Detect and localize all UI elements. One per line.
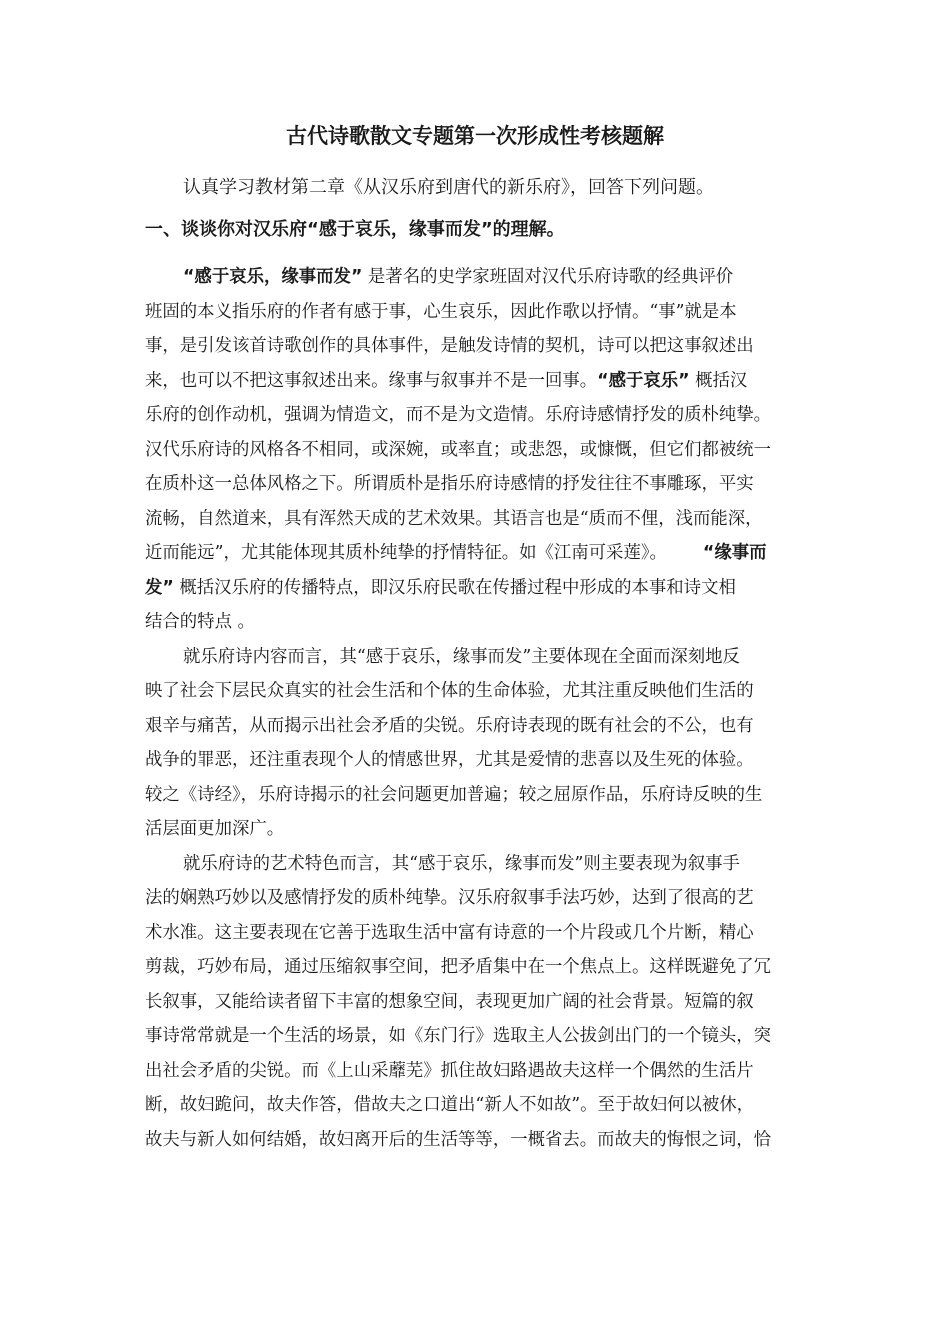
answer-body — [145, 260, 807, 1157]
line-text: 乐府的创作动机，强调为情造文，而不是为文造情。乐府诗感情抒发的质朴纯挚。 — [145, 405, 772, 425]
body-line — [145, 950, 807, 985]
body-line — [145, 364, 807, 399]
line-text: 出社会矛盾的尖锐。而《上山采蘼芜》抓住故妇路遇故夫这样一个偶然的生活片 — [145, 1060, 754, 1081]
line-text: 就乐府诗内容而言，其“感于哀乐，缘事而发”主要体现在全面而深刻地反 — [183, 646, 740, 667]
line-text: 剪裁，巧妙布局，通过压缩叙事空间，把矛盾集中在一个焦点上。这样既避免了冗 — [145, 957, 772, 977]
line-text: 事，是引发该首诗歌创作的具体事件，是触发诗情的契机，诗可以把这事叙述出 — [145, 336, 754, 356]
question-heading: 一、谈谈你对汉乐府“感于哀乐，缘事而发”的理解。 — [145, 219, 565, 240]
line-text: 事诗常常就是一个生活的场景，如《东门行》选取主人公拔剑出门的一个镜头，突 — [145, 1026, 772, 1046]
body-line — [145, 640, 807, 675]
line-text: 长叙事，又能给读者留下丰富的想象空间，表现更加广阔的社会背景。短篇的叙 — [145, 991, 754, 1012]
bold-phrase: “感于哀乐” — [597, 370, 690, 391]
body-line — [145, 295, 807, 330]
bold-phrase: “感于哀乐，缘事而发” — [183, 267, 363, 287]
line-text: 艰辛与痛苦，从而揭示出社会矛盾的尖锐。乐府诗表现的既有社会的不公，也有 — [145, 715, 754, 736]
line-text: 班固的本义指乐府的作者有感于事，心生哀乐，因此作歌以抒情。“事”就是本 — [145, 301, 737, 322]
line-text: 近而能远”，尤其能体现其质朴纯挚的抒情特征。如《江南可采莲》。 — [145, 543, 667, 563]
body-line — [145, 674, 807, 709]
body-line — [145, 398, 807, 433]
body-line — [145, 1054, 807, 1089]
line-text: 概括汉乐府的传播特点，即汉乐府民歌在传播过程中形成的本事和诗文相 — [173, 577, 736, 598]
body-line — [145, 329, 807, 364]
intro-paragraph: 认真学习教材第二章《从汉乐府到唐代的新乐府》，回答下列问题。 — [183, 177, 714, 198]
line-text: 概括汉 — [689, 370, 748, 391]
body-line — [145, 743, 807, 778]
body-line — [145, 433, 807, 468]
line-text: 在质朴这一总体风格之下。所谓质朴是指乐府诗感情的抒发往往不事雕琢，平实 — [145, 474, 754, 494]
bold-phrase: “缘事而 — [702, 543, 767, 563]
body-line — [145, 571, 807, 606]
line-text: 汉代乐府诗的风格各不相同，或深婉，或率直；或悲怨，或慷慨，但它们都被统一 — [145, 439, 772, 460]
body-line — [145, 536, 807, 571]
line-text: 较之《诗经》，乐府诗揭示的社会问题更加普遍；较之屈原作品，乐府诗反映的生 — [145, 784, 763, 805]
body-line — [145, 985, 807, 1020]
body-line — [145, 916, 807, 951]
body-line — [145, 847, 807, 882]
body-line — [145, 709, 807, 744]
body-line — [145, 881, 807, 916]
line-text: 活层面更加深广。 — [145, 819, 285, 839]
body-line — [145, 502, 807, 537]
body-line — [145, 260, 807, 295]
body-line — [145, 1123, 807, 1158]
line-text: 故夫与新人如何结婚，故妇离开后的生活等等，一概省去。而故夫的悔恨之词，恰 — [145, 1129, 772, 1150]
body-line — [145, 778, 807, 813]
line-text: 流畅，自然道来，具有浑然天成的艺术效果。其语言也是“质而不俚，浅而能深， — [145, 508, 763, 529]
body-line — [145, 1088, 807, 1123]
line-text: 术水准。这主要表现在它善于选取生活中富有诗意的一个片段或几个片断，精心 — [145, 922, 754, 943]
line-text: 结合的特点 。 — [145, 612, 255, 632]
line-text: 就乐府诗的艺术特色而言，其“感于哀乐，缘事而发”则主要表现为叙事手 — [183, 853, 740, 874]
line-text: 来，也可以不把这事叙述出来。缘事与叙事并不是一回事。 — [145, 370, 598, 391]
bold-phrase: 发” — [145, 577, 174, 598]
body-line — [145, 812, 807, 847]
line-text: 战争的罪恶，还注重表现个人的情感世界，尤其是爱情的悲喜以及生死的体验。 — [145, 750, 754, 770]
line-text: 断，故妇跪问，故夫作答，借故夫之口道出“新人不如故”。至于故妇何以被休， — [145, 1095, 755, 1115]
line-text: 法的娴熟巧妙以及感情抒发的质朴纯挚。汉乐府叙事手法巧妙，达到了很高的艺 — [145, 888, 754, 908]
body-line — [145, 1019, 807, 1054]
line-text: 映了社会下层民众真实的社会生活和个体的生命体验，尤其注重反映他们生活的 — [145, 681, 754, 701]
body-line — [145, 605, 807, 640]
line-text: 是著名的史学家班固对汉代乐府诗歌的经典评价 — [362, 267, 734, 287]
body-line — [145, 467, 807, 502]
document-title: 古代诗歌散文专题第一次形成性考核题解 — [286, 124, 664, 148]
